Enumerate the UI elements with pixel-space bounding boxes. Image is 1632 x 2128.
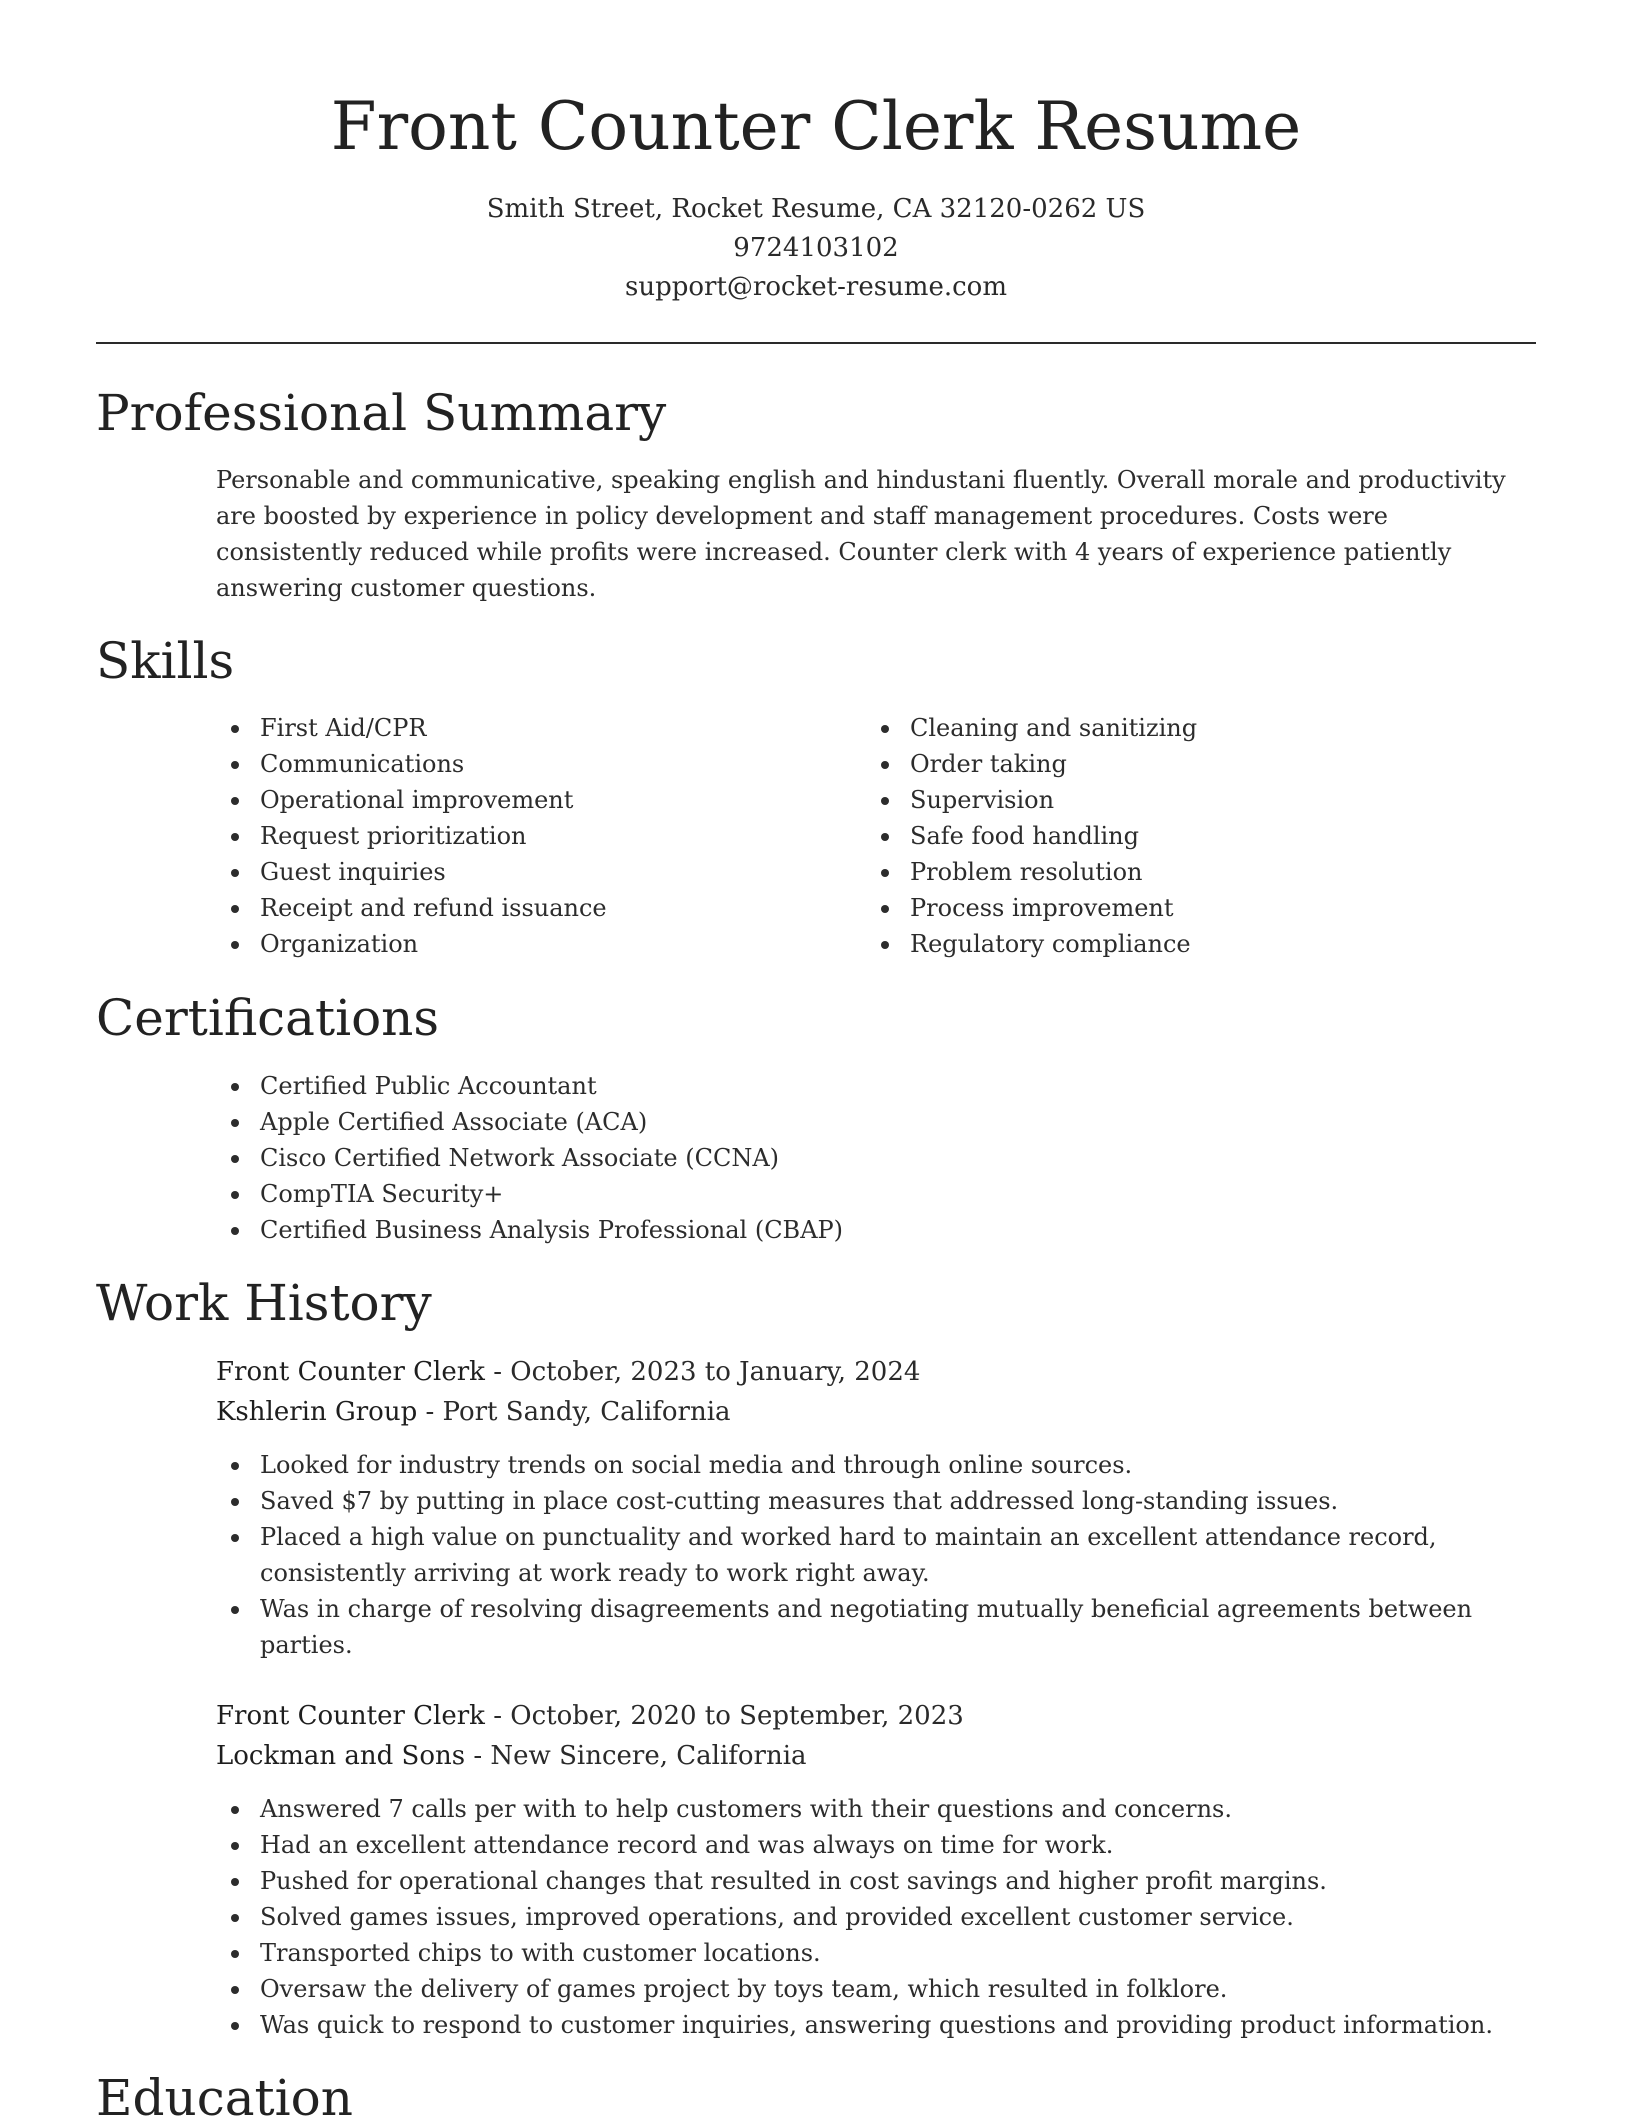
skills-list-left bbox=[216, 710, 856, 962]
education-heading: Education bbox=[96, 2069, 353, 2127]
job-dates: - October, 2020 to September, 2023 bbox=[484, 1701, 964, 1731]
certification-item: Certified Business Analysis Professional (CBAP) bbox=[216, 1212, 1536, 1248]
skill-item: Safe food handling bbox=[866, 818, 1536, 854]
job-bullet: Oversaw the delivery of games project by toys team, which resulted in folklore. bbox=[216, 1971, 1536, 2007]
skill-item: Regulatory compliance bbox=[866, 926, 1536, 962]
address-text: Smith Street, Rocket Resume, CA 32120-0262 US bbox=[486, 194, 1146, 224]
job-bullet: Was in charge of resolving disagreements and negotiating mutually beneficial agreements between parties. bbox=[216, 1591, 1536, 1663]
job-bullet: Answered 7 calls per with to help customers with their questions and concerns. bbox=[216, 1791, 1536, 1827]
summary-heading: Professional Summary bbox=[96, 384, 667, 442]
job-title: Front Counter Clerk bbox=[216, 1357, 485, 1387]
certifications-heading: Certifications bbox=[96, 989, 440, 1047]
job-title-line bbox=[216, 1352, 1536, 1392]
skill-item: Operational improvement bbox=[216, 782, 856, 818]
job-title-line bbox=[216, 1696, 1536, 1736]
skill-item: Guest inquiries bbox=[216, 854, 856, 890]
header-divider bbox=[96, 342, 1536, 344]
job-bullet: Looked for industry trends on social media and through online sources. bbox=[216, 1447, 1536, 1483]
skill-item: Problem resolution bbox=[866, 854, 1536, 890]
skill-item: Order taking bbox=[866, 746, 1536, 782]
job-bullet: Solved games issues, improved operations, and provided excellent customer service. bbox=[216, 1899, 1536, 1935]
job-company-line bbox=[216, 1392, 1536, 1432]
resume-title: Front Counter Clerk Resume bbox=[330, 88, 1302, 165]
job-location: - Port Sandy, California bbox=[417, 1397, 731, 1427]
work-history-heading: Work History bbox=[96, 1274, 432, 1332]
certifications-list bbox=[216, 1068, 1536, 1248]
contact-block bbox=[0, 190, 1632, 307]
certification-item: Apple Certified Associate (ACA) bbox=[216, 1104, 1536, 1140]
skill-item: Communications bbox=[216, 746, 856, 782]
skill-item: First Aid/CPR bbox=[216, 710, 856, 746]
skill-item: Cleaning and sanitizing bbox=[866, 710, 1536, 746]
job-bullet: Saved $7 by putting in place cost-cutting measures that addressed long-standing issues. bbox=[216, 1483, 1536, 1519]
skill-item: Organization bbox=[216, 926, 856, 962]
certification-item: Certified Public Accountant bbox=[216, 1068, 1536, 1104]
job-bullet: Pushed for operational changes that resulted in cost savings and higher profit margins. bbox=[216, 1863, 1536, 1899]
job-location: - New Sincere, California bbox=[465, 1741, 807, 1771]
skill-item: Receipt and refund issuance bbox=[216, 890, 856, 926]
skill-item: Supervision bbox=[866, 782, 1536, 818]
certification-item: Cisco Certified Network Associate (CCNA) bbox=[216, 1140, 1536, 1176]
job-dates: - October, 2023 to January, 2024 bbox=[484, 1357, 921, 1387]
summary-text: Personable and communicative, speaking english and hindustani fluently. Overall morale and productivity are boosted by experience in policy development and staff management procedures. Costs were consistently reduced while profits were increased. Counter clerk with 4 years of experience patiently answering customer questions. bbox=[216, 466, 1506, 602]
job-bullets bbox=[216, 1447, 1536, 1663]
email-text: support@rocket-resume.com bbox=[624, 272, 1007, 302]
skill-item: Request prioritization bbox=[216, 818, 856, 854]
job-title: Front Counter Clerk bbox=[216, 1701, 485, 1731]
skill-item: Process improvement bbox=[866, 890, 1536, 926]
job-bullets bbox=[216, 1791, 1536, 2043]
skills-heading: Skills bbox=[96, 632, 235, 690]
job-bullet: Placed a high value on punctuality and worked hard to maintain an excellent attendance record, consistently arriving at work ready to work right away. bbox=[216, 1519, 1536, 1591]
job-bullet: Was quick to respond to customer inquiries, answering questions and providing product information. bbox=[216, 2007, 1536, 2043]
job-company: Lockman and Sons bbox=[216, 1741, 466, 1771]
job-bullet: Transported chips to with customer locations. bbox=[216, 1935, 1536, 1971]
skills-list-right bbox=[866, 710, 1536, 962]
job-bullet: Had an excellent attendance record and was always on time for work. bbox=[216, 1827, 1536, 1863]
job-company-line bbox=[216, 1736, 1536, 1776]
certification-item: CompTIA Security+ bbox=[216, 1176, 1536, 1212]
phone-text: 9724103102 bbox=[733, 233, 899, 263]
job-company: Kshlerin Group bbox=[216, 1397, 418, 1427]
